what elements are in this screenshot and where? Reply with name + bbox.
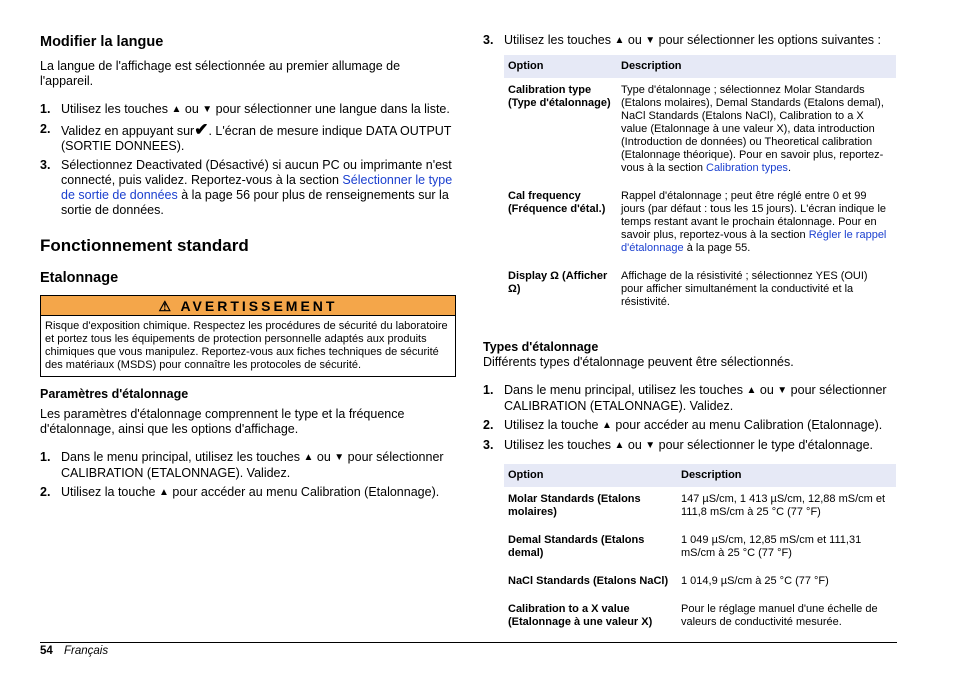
link-calibration-reminder[interactable]: Régler le rappel d'étalonnage	[621, 229, 887, 254]
subsection-title-types: Types d'étalonnage	[483, 340, 599, 354]
table-row: Demal Standards (Etalons demal) 1 049 µS/cm, 12,85 mS/cm et 111,31 mS/cm à 25 °C (77 °F)	[504, 528, 896, 569]
table-row: Cal frequency (Fréquence d'étal.) Rappel d'étalonnage ; peut être réglé entre 0 et 99 jours (par défaut : tous les 15 jours). L'écran indique le temps restant avant le prochain étalonnage. Pour en savoir plus, reportez-vous à la section Régler le rappel d'étalonnage à la page 55.	[504, 184, 896, 264]
up-arrow-key-icon: ▲	[158, 487, 169, 498]
list-item: 1. Dans le menu principal, utilisez les touches ▲ ou ▼ pour sélectionner CALIBRATION (ETALONNAGE). Validez.	[40, 450, 444, 480]
up-arrow-key-icon: ▲	[746, 385, 757, 396]
list-item: 3. Utilisez les touches ▲ ou ▼ pour sélectionner le type d'étalonnage.	[483, 438, 873, 452]
section-title-calibration: Etalonnage	[40, 270, 119, 286]
down-arrow-key-icon: ▼	[645, 440, 656, 451]
table-row: Calibration type (Type d'étalonnage) Type d'étalonnage ; sélectionnez Molar Standards (Etalons molaires), Demal Standards (Etalons demal), NaCl Standards (Etalons NaCl), Calibration to a X value (Etalonnage à une valeur X), data introduction (Introduction de données) ou Theoretical calibration (Etalonnage théorique). Pour en savoir plus, reportez-vous à la section Calibration types.	[504, 78, 896, 184]
up-arrow-key-icon: ▲	[614, 35, 625, 46]
checkmark-icon: ✔	[194, 120, 209, 139]
table-row: NaCl Standards (Etalons NaCl) 1 014,9 µS/cm à 25 °C (77 °F)	[504, 569, 896, 597]
list-item: 3. Utilisez les touches ▲ ou ▼ pour sélectionner les options suivantes :	[483, 33, 882, 47]
warning-triangle-icon: ⚠	[158, 298, 175, 314]
params-steps	[40, 450, 455, 501]
section-title-language: Modifier la langue	[40, 34, 164, 50]
table-row: Molar Standards (Etalons molaires) 147 µS/cm, 1 413 µS/cm, 12,88 mS/cm et 111,8 mS/cm à 25 °C (77 °F)	[504, 487, 896, 528]
table-header-option: Option	[504, 464, 677, 487]
language-intro: La langue de l'affichage est sélectionnée au premier allumage de l'appareil.	[40, 59, 401, 88]
table-row: Calibration to a X value (Etalonnage à une valeur X) Pour le réglage manuel d'une échelle de valeurs de conductivité mesurée.	[504, 597, 896, 638]
up-arrow-key-icon: ▲	[303, 452, 314, 463]
params-intro: Les paramètres d'étalonnage comprennent le type et la fréquence d'étalonnage, ainsi que les options d'affichage.	[40, 407, 405, 436]
calibration-types-table	[504, 464, 896, 638]
types-intro: Différents types d'étalonnage peuvent être sélectionnés.	[483, 355, 794, 369]
list-item: 3. Sélectionnez Deactivated (Désactivé) si aucun PC ou imprimante n'est connecté, puis validez. Reportez-vous à la section Sélectionner le type de sortie de données à la page 56 pour plus de renseignements sur la sortie de données.	[40, 158, 453, 217]
types-steps	[483, 383, 897, 454]
table-header-description: Description	[617, 55, 896, 78]
warning-header: ⚠ AVERTISSEMENT	[41, 296, 455, 316]
right-column	[483, 33, 897, 638]
left-column	[40, 33, 455, 505]
table-header-description: Description	[677, 464, 896, 487]
down-arrow-key-icon: ▼	[202, 104, 213, 115]
footer-language: Français	[64, 645, 109, 657]
page-number: 54	[40, 645, 53, 657]
down-arrow-key-icon: ▼	[645, 35, 656, 46]
up-arrow-key-icon: ▲	[171, 104, 182, 115]
list-item: 1. Utilisez les touches ▲ ou ▼ pour sélectionner une langue dans la liste.	[40, 102, 450, 116]
table-row: Display Ω (Afficher Ω) Affichage de la résistivité ; sélectionnez YES (OUI) pour afficher simultanément la conductivité et la résistivité.	[504, 264, 896, 318]
options-table	[504, 55, 896, 318]
section-title-standard-operation: Fonctionnement standard	[40, 236, 249, 255]
list-item: 1. Dans le menu principal, utilisez les touches ▲ ou ▼ pour sélectionner CALIBRATION (ETALONNAGE). Validez.	[483, 383, 887, 413]
list-item: 2. Validez en appuyant sur✔. L'écran de mesure indique DATA OUTPUT (SORTIE DONNEES).	[40, 120, 452, 153]
link-output-type[interactable]: Sélectionner le type de sortie de données	[61, 173, 453, 202]
list-item: 2. Utilisez la touche ▲ pour accéder au menu Calibration (Etalonnage).	[483, 418, 883, 432]
list-item: 2. Utilisez la touche ▲ pour accéder au menu Calibration (Etalonnage).	[40, 485, 440, 499]
subsection-title-params: Paramètres d'étalonnage	[40, 387, 189, 401]
page-footer	[40, 644, 108, 658]
up-arrow-key-icon: ▲	[614, 440, 625, 451]
down-arrow-key-icon: ▼	[777, 385, 788, 396]
options-steps	[483, 33, 897, 49]
language-steps	[40, 102, 455, 218]
link-calibration-types[interactable]: Calibration types	[706, 162, 788, 174]
down-arrow-key-icon: ▼	[334, 452, 345, 463]
warning-body: Risque d'exposition chimique. Respectez les procédures de sécurité du laboratoire et portez tous les équipements de protection personnelle adaptés aux produits chimiques que vous manipulez. Reportez-vous aux fiches techniques de sécurité des matériaux (MSDS) pour connaître les protocoles de sécurité.	[45, 320, 448, 371]
up-arrow-key-icon: ▲	[601, 420, 612, 431]
footer-divider	[40, 642, 897, 643]
table-header-option: Option	[504, 55, 617, 78]
warning-box	[40, 295, 456, 377]
